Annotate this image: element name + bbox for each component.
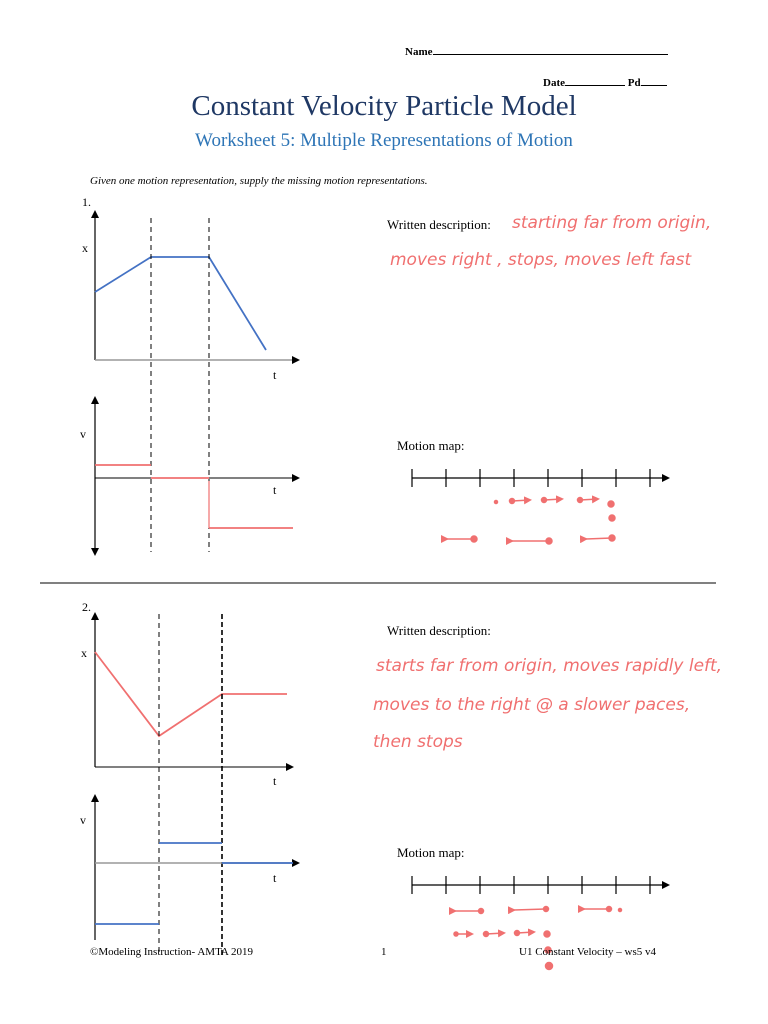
problem-1-position-line [95,257,266,350]
date-pd-field[interactable]: Date Pd [543,77,667,89]
instructions-text: Given one motion representation, supply the missing motion representations. [90,175,428,187]
problem-1-vt-y-label: v [80,427,86,441]
problem-1-motion-map [412,469,670,544]
problem-1-written-answer-line-1: starting far from origin, [512,213,712,233]
problem-2-written-answer-line-2: moves to the right @ a slower paces, [373,695,691,715]
problem-2-motion-map-label: Motion map: [397,845,465,860]
name-field[interactable]: Name [405,46,668,58]
problem-1-vt-x-label: t [273,483,277,497]
problem-1-number: 1. [82,195,91,209]
problem-2-position-line [95,652,287,736]
footer-copyright: ©Modeling Instruction- AMTA 2019 [90,946,253,958]
problem-1-written-label: Written description: [387,217,491,232]
problem-2-xt-graph [81,614,294,788]
problem-2-xt-x-label: t [273,774,277,788]
problem-1-xt-graph [82,212,300,382]
problem-1-xt-y-label: x [82,241,88,255]
footer-page-number: 1 [381,946,387,958]
page-title: Constant Velocity Particle Model [191,90,577,122]
problem-2-vt-x-label: t [273,871,277,885]
problem-1-xt-x-label: t [273,368,277,382]
problem-2-written-answer-line-3: then stops [373,732,463,752]
problem-2-xt-y-label: x [81,646,87,660]
problem-2-number: 2. [82,600,91,614]
problem-2-written-answer-line-1: starts far from origin, moves rapidly left, [376,656,723,676]
problem-2-written-label: Written description: [387,623,491,638]
problem-1-written-answer-line-2: moves right , stops, moves left fast [390,250,692,270]
problem-2-vt-graph [80,796,300,940]
footer-version: U1 Constant Velocity – ws5 v4 [519,946,656,958]
problem-2-vt-y-label: v [80,813,86,827]
problem-1-vt-graph [80,398,300,556]
problem-1-motion-map-label: Motion map: [397,438,465,453]
page-subtitle: Worksheet 5: Multiple Representations of Motion [195,130,573,151]
